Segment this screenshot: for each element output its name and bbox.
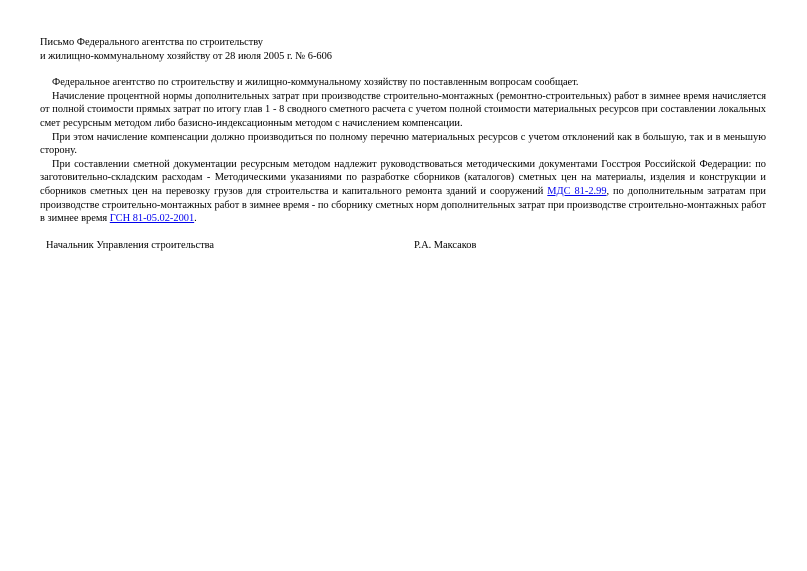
signatory-position: Начальник Управления строительства — [46, 239, 215, 251]
paragraph-surcharge-calculation: Начисление процентной нормы дополнительных затрат при производстве строительно-монтажных (ремонтно-строительных) работ в зимнее время начисляется от полной стоимости прямых затрат по итогу глав 1 - 8 сводного сметного расчета с учетом полной стоимости материальных ресурсов при составлении локальных смет ресурсным методом либо базисно-индексационным методом с начислением компенсации. — [40, 90, 766, 129]
link-mds-81-2-99[interactable]: МДС 81-2.99 — [547, 185, 607, 197]
paragraph-intro: Федеральное агентство по строительству и жилищно-коммунальному хозяйству по поставленным вопросам сообщает. — [52, 77, 579, 89]
paragraph-resource-method — [40, 158, 766, 226]
document-title-line-2: и жилищно-коммунальному хозяйству от 28 июля 2005 г. № 6-606 — [40, 50, 333, 62]
signatory-name: Р.А. Максаков — [414, 239, 477, 251]
paragraph-resource-method-text-3: . — [194, 213, 197, 225]
document-page — [40, 36, 766, 253]
document-title-line-1: Письмо Федерального агентства по строительству — [40, 37, 264, 48]
document-body — [40, 76, 766, 226]
paragraph-compensation: При этом начисление компенсации должно производиться по полному перечню материальных ресурсов с учетом отклонений как в большую, так и в меньшую сторону. — [40, 131, 766, 157]
signature-block — [40, 239, 766, 253]
paragraph-resource-method-text-1: При составлении сметной документации ресурсным методом надлежит руководствоваться методическими документами Госстроя Российской Федерации: по заготовительно-складским расходам - Методическими указаниями по разработке сборников (каталогов) сметных цен на материалы, изделия и конструкции и сборников сметных цен на перевозку грузов для строительства и капитального ремонта зданий и сооружений — [40, 158, 766, 197]
paragraph-resource-method-text-2: , по дополнительным затратам при производстве строительно-монтажных работ в зимнее время - по сборнику сметных норм дополнительных затрат при производстве строительно-монтажных работ в зимнее время — [40, 185, 766, 225]
link-gsn-81-05-02-2001[interactable]: ГСН 81-05.02-2001 — [109, 213, 195, 225]
